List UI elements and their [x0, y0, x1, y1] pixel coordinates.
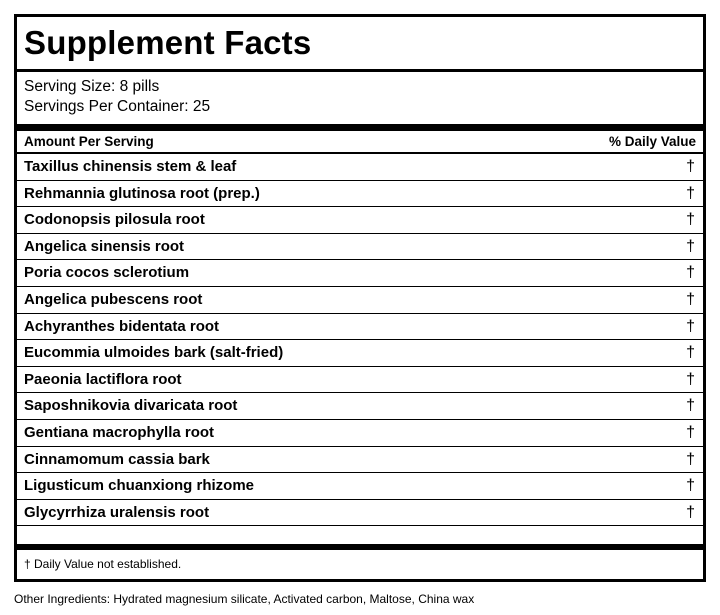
ingredient-name: Taxillus chinensis stem & leaf [24, 158, 237, 175]
table-row [17, 367, 703, 394]
ingredient-name: Rehmannia glutinosa root (prep.) [24, 184, 260, 202]
table-row [17, 500, 703, 527]
table-row [17, 340, 703, 367]
daily-value-dagger: † [686, 344, 695, 362]
table-row [17, 393, 703, 420]
daily-value-dagger: † [686, 423, 695, 441]
table-row [17, 154, 703, 181]
daily-value-dagger: † [686, 158, 695, 175]
daily-value-dagger: † [686, 477, 695, 495]
footnote: † Daily Value not established. [24, 557, 182, 571]
ingredient-name: Gentiana macrophylla root [24, 423, 215, 441]
table-row [17, 473, 703, 500]
ingredient-name: Angelica pubescens root [24, 290, 203, 308]
servings-per-container: Servings Per Container: 25 [24, 98, 211, 115]
serving-size: Serving Size: 8 pills [24, 78, 160, 95]
ingredient-name: Saposhnikovia divaricata root [24, 397, 238, 415]
daily-value-header: % Daily Value [608, 134, 696, 149]
daily-value-dagger: † [686, 317, 695, 335]
daily-value-dagger: † [686, 184, 695, 202]
ingredient-name: Paeonia lactiflora root [24, 370, 182, 388]
supplement-facts-panel [14, 14, 706, 582]
daily-value-dagger: † [686, 370, 695, 388]
daily-value-dagger: † [686, 290, 695, 308]
table-row [17, 420, 703, 447]
daily-value-dagger: † [686, 211, 695, 229]
ingredient-name: Achyranthes bidentata root [24, 317, 220, 335]
daily-value-dagger: † [686, 503, 695, 521]
table-row [17, 314, 703, 341]
table-row [17, 234, 703, 261]
daily-value-dagger: † [686, 237, 695, 255]
ingredient-name: Poria cocos sclerotium [24, 264, 190, 282]
table-row [17, 260, 703, 287]
ingredient-name: Angelica sinensis root [24, 237, 185, 255]
amount-per-serving-header: Amount Per Serving [24, 134, 154, 149]
panel-title: Supplement Facts [17, 17, 703, 72]
table-row [17, 181, 703, 208]
thick-divider-top [17, 124, 703, 131]
ingredient-name: Eucommia ulmoides bark (salt-fried) [24, 344, 284, 362]
table-row [17, 287, 703, 314]
ingredient-name: Ligusticum chuanxiong rhizome [24, 477, 255, 495]
ingredient-list [17, 154, 703, 526]
ingredient-name: Glycyrrhiza uralensis root [24, 503, 210, 521]
table-row [17, 207, 703, 234]
daily-value-dagger: † [686, 264, 695, 282]
other-ingredients: Other Ingredients: Hydrated magnesium silicate, Activated carbon, Maltose, China wax [14, 592, 475, 606]
daily-value-dagger: † [686, 450, 695, 468]
daily-value-dagger: † [686, 397, 695, 415]
ingredient-name: Codonopsis pilosula root [24, 211, 205, 229]
table-row [17, 447, 703, 474]
ingredient-name: Cinnamomum cassia bark [24, 450, 210, 468]
serving-info [17, 72, 703, 124]
table-header [17, 131, 703, 154]
